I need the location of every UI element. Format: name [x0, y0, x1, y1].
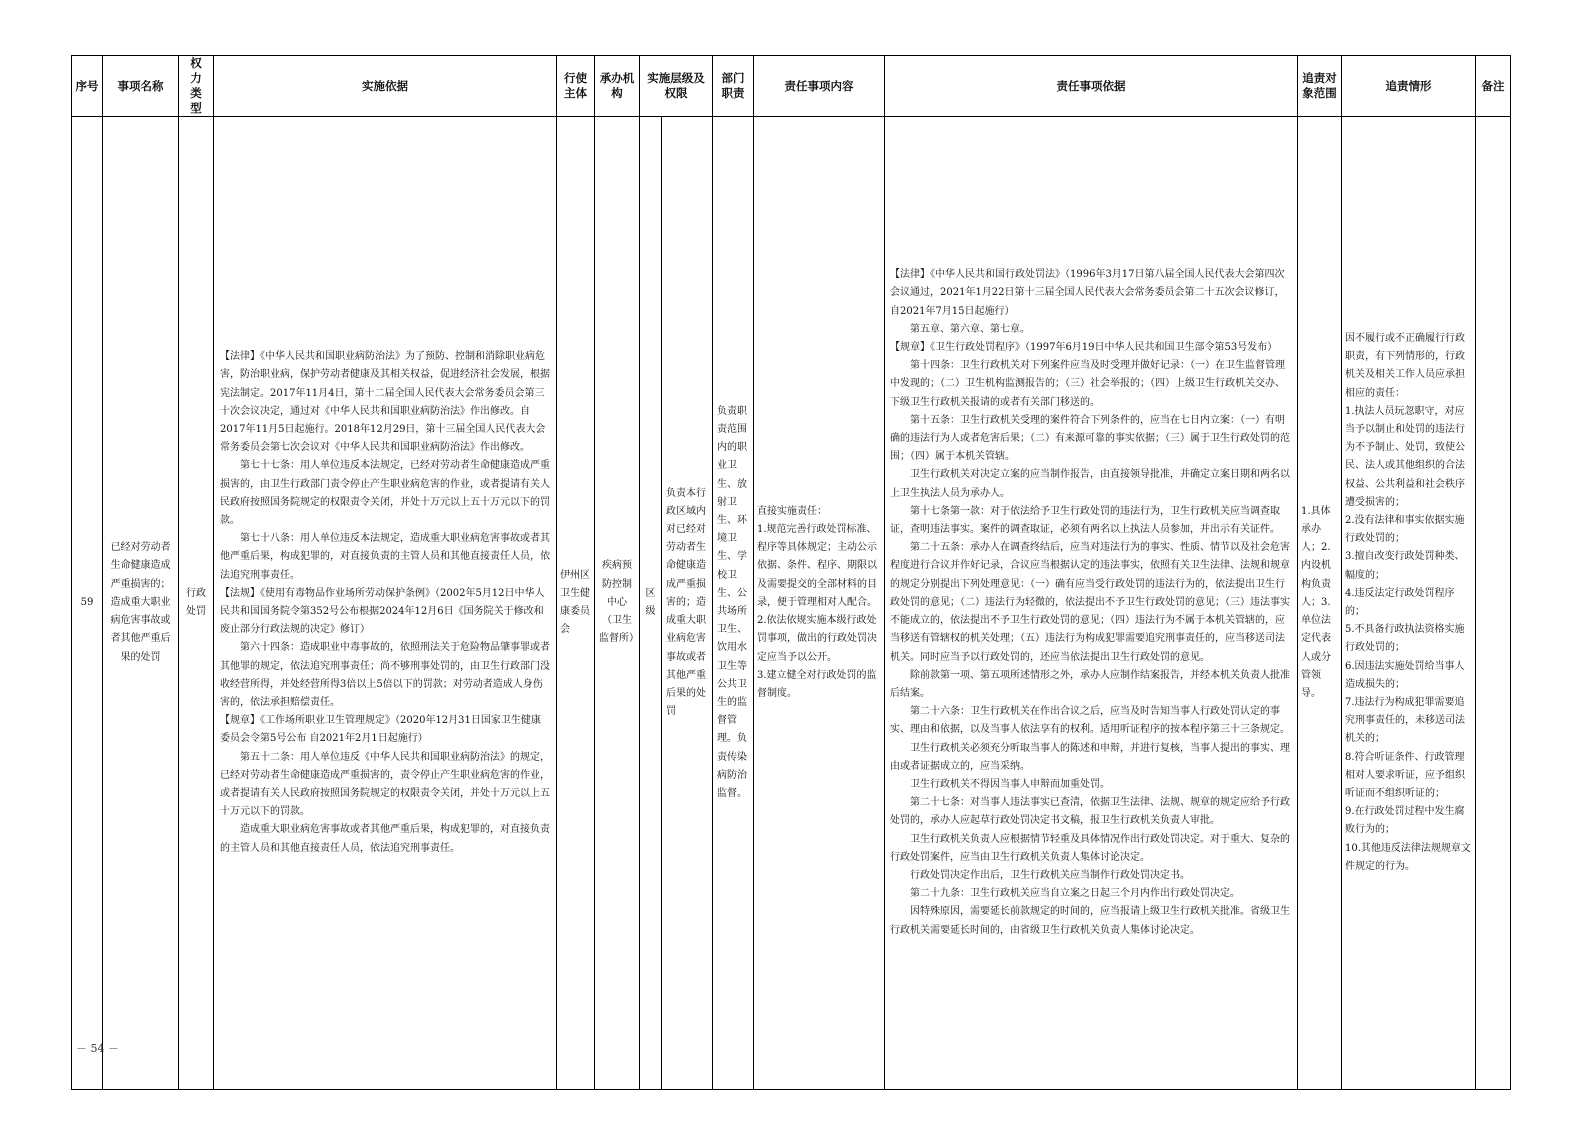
row-resp-content: [754, 117, 885, 1090]
header-resp-content: 责任事项内容: [754, 56, 885, 117]
resp-basis-paragraph: 第二十九条：卫生行政机关应当自立案之日起三个月内作出行政处罚决定。: [910, 888, 1240, 900]
resp-basis-paragraph: 第二十六条：卫生行政机关在作出合议之后，应当及时告知当事人行政处罚认定的事实、理由和依据，以及当事人依法享有的权利。适用听证程序的按本程序第三十三条规定。: [890, 706, 1290, 736]
row-duty: 负责职责范围内的职业卫生、放射卫生、环境卫生、学校卫生、公共场所卫生、饮用水卫生等公共卫生的监督管理。负责传染病防治监督。: [713, 117, 754, 1090]
basis-paragraph: 【法律】《中华人民共和国职业病防治法》为了预防、控制和消除职业病危害，防治职业病，保护劳动者健康及其相关权益，促进经济社会发展，根据宪法制定。2017年11月4日，第十二届全国人民代表大会常务委员会第三十次会议决定，通过对《中华人民共和国职业病防治法》作出修改。自2017年11月5日起施行。2018年12月29日，第十三届全国人民代表大会常务委员会第七次会议对《中华人民共和国职业病防治法》作出修改。: [220, 351, 550, 454]
basis-paragraph: 第五十二条：用人单位违反《中华人民共和国职业病防治法》的规定，已经对劳动者生命健康造成严重损害的，责令停止产生职业病危害的作业，或者提请有关人民政府按照国务院规定的权限责令关闭，并处十万元以上五十万元以下的罚款。: [220, 751, 550, 818]
basis-paragraph: 第六十四条：造成职业中毒事故的，依照刑法关于危险物品肇事罪或者其他罪的规定，依法追究刑事责任；尚不够刑事处罚的，由卫生行政部门没收经营所得，并处经营所得3倍以上5倍以下的罚款；对劳动者造成人身伤害的，依法承担赔偿责任。: [220, 642, 550, 709]
situation-line: 6.因违法实施处罚给当事人造成损失的；: [1345, 660, 1465, 690]
situation-line: 4.违反法定行政处罚程序的；: [1345, 587, 1455, 617]
resp-content-line: 1.规范完善行政处罚标准、程序等具体规定；主动公示依据、条件、程序、期限以及需要提交的全部材料的目录，便于管理相对人配合。: [757, 524, 877, 608]
header-basis: 实施依据: [214, 56, 557, 117]
row-level: 区级: [640, 117, 662, 1090]
page-number: － 54 －: [76, 1042, 119, 1055]
header-agency: 承办机构: [595, 56, 640, 117]
row-seq: 59: [72, 117, 103, 1090]
situation-line: 5.不具备行政执法资格实施行政处罚的；: [1345, 624, 1465, 654]
row-resp-basis: [885, 117, 1298, 1090]
resp-content-line: 2.依法依规实施本级行政处罚事项，做出的行政处罚决定应当予以公开。: [757, 615, 877, 663]
resp-basis-paragraph: 第二十五条：承办人在调查终结后，应当对违法行为的事实、性质、情节以及社会危害程度进行合议并作好记录，合议应当根据认定的违法事实，依照有关卫生法律、法规和规章的规定分别提出下列处理意见：（一）确有应当受行政处罚的违法行为的，依法提出卫生行政处罚的意见；（二）违法行为轻微的，依法提出不予卫生行政处罚的意见；（三）违法事实不能成立的，依法提出不予卫生行政处罚的意见；（四）违法行为不属于本机关管辖的，应当移送有管辖权的机关处理；（五）违法行为构成犯罪需要追究刑事责任的，应当移送司法机关。同时应当予以行政处罚的，还应当依法提出卫生行政处罚的意见。: [890, 542, 1290, 663]
header-resp-basis: 责任事项依据: [885, 56, 1298, 117]
resp-basis-paragraph: 卫生行政机关对决定立案的应当制作报告，由直接领导批准，并确定立案日期和两名以上卫生执法人员为承办人。: [890, 469, 1290, 499]
header-situation: 追责情形: [1342, 56, 1476, 117]
situation-line: 9.在行政处罚过程中发生腐败行为的；: [1345, 806, 1465, 836]
resp-basis-paragraph: 【规章】《卫生行政处罚程序》（1997年6月19日中华人民共和国卫生部令第53号发布）: [890, 342, 1278, 354]
resp-basis-paragraph: 卫生行政机关不得因当事人申辩而加重处罚。: [910, 778, 1110, 790]
liability-table: [71, 55, 1511, 1090]
resp-basis-paragraph: 第十七条第一款：对于依法给予卫生行政处罚的违法行为，卫生行政机关应当调查取证，查明违法事实。案件的调查取证，必须有两名以上执法人员参加，并出示有关证件。: [890, 505, 1280, 536]
row-name: 已经对劳动者生命健康造成严重损害的；造成重大职业病危害事故或者其他严重后果的处罚: [103, 117, 179, 1090]
header-remark: 备注: [1476, 56, 1511, 117]
row-agency: 疾病预防控制中心（卫生监督所）: [595, 117, 640, 1090]
row-subject: 伊州区卫生健康委员会: [557, 117, 595, 1090]
resp-basis-paragraph: 行政处罚决定作出后，卫生行政机关应当制作行政处罚决定书。: [910, 869, 1190, 881]
situation-line: 8.符合听证条件、行政管理相对人要求听证，应予组织听证而不组织听证的；: [1345, 751, 1465, 800]
resp-content-line: 直接实施责任：: [757, 505, 827, 517]
resp-basis-paragraph: 第十五条：卫生行政机关受理的案件符合下列条件的，应当在七日内立案：（一）有明确的违法行为人或者危害后果；（二）有来源可靠的事实依据；（三）属于卫生行政处罚的范围；（四）属于本机关管辖。: [890, 414, 1290, 463]
resp-basis-paragraph: 【法律】《中华人民共和国行政处罚法》（1996年3月17日第八届全国人民代表大会第四次会议通过，2021年1月22日第十三届全国人民代表大会常务委员会第二十五次会议修订，自2021年7月15日起施行）: [890, 269, 1285, 317]
resp-basis-paragraph: 除前款第一项、第五项所述情形之外，承办人应制作结案报告，并经本机关负责人批准后结案。: [890, 669, 1290, 699]
basis-paragraph: 第七十八条：用人单位违反本法规定，造成重大职业病危害事故或者其他严重后果，构成犯罪的，对直接负责的主管人员和其他直接责任人员，依法追究刑事责任。: [220, 533, 550, 581]
situation-line: 1.执法人员玩忽职守，对应当予以制止和处罚的违法行为不予制止、处罚，致使公民、法人或其他组织的合法权益、公共利益和社会秩序遭受损害的；: [1345, 405, 1465, 508]
basis-paragraph: 第七十七条：用人单位违反本法规定，已经对劳动者生命健康造成严重损害的，由卫生行政部门责令停止产生职业病危害的作业，或者提请有关人民政府按照国务院规定的权限责令关闭，并处十万元以上五十万元以下的罚款。: [220, 460, 550, 526]
header-row: [72, 56, 1511, 117]
header-subject: 行使主体: [557, 56, 595, 117]
row-basis: [214, 117, 557, 1090]
table-row: [72, 117, 1511, 1090]
resp-basis-paragraph: 因特殊原因，需要延长前款规定的时间的，应当报请上级卫生行政机关批准。省级卫生行政机关需要延长时间的，由省级卫生行政机关负责人集体讨论决定。: [890, 906, 1290, 936]
header-level: 实施层级及权限: [640, 56, 713, 117]
situation-line: 因不履行或不正确履行行政职责，有下列情形的，行政机关及相关工作人员应承担相应的责任：: [1345, 332, 1465, 399]
header-seq: 序号: [72, 56, 103, 117]
header-duty: 部门职责: [713, 56, 754, 117]
resp-basis-paragraph: 卫生行政机关必须充分听取当事人的陈述和申辩，并进行复核，当事人提出的事实、理由或者证据成立的，应当采纳。: [890, 742, 1290, 772]
situation-line: 2.没有法律和事实依据实施行政处罚的；: [1345, 514, 1465, 545]
header-type: 权力类型: [179, 56, 214, 117]
row-type: 行政处罚: [179, 117, 214, 1090]
situation-line: 10.其他违反法律法规规章文件规定的行为。: [1345, 842, 1471, 872]
resp-content-line: 3.建立健全对行政处罚的监督制度。: [757, 669, 877, 699]
resp-basis-paragraph: 卫生行政机关负责人应根据情节轻重及具体情况作出行政处罚决定。对于重大、复杂的行政处罚案件，应当由卫生行政机关负责人集体讨论决定。: [890, 833, 1290, 863]
basis-paragraph: 造成重大职业病危害事故或者其他严重后果，构成犯罪的，对直接负责的主管人员和其他直接责任人员，依法追究刑事责任。: [220, 824, 550, 854]
row-situation: [1342, 117, 1476, 1090]
situation-line: 3.擅自改变行政处罚种类、幅度的；: [1345, 551, 1465, 581]
header-scope: 追责对象范围: [1298, 56, 1342, 117]
header-name: 事项名称: [103, 56, 179, 117]
basis-paragraph: 【规章】《工作场所职业卫生管理规定》（2020年12月31日国家卫生健康委员会令第5号公布 自2021年2月1日起施行）: [220, 715, 541, 745]
resp-basis-paragraph: 第二十七条：对当事人违法事实已查清，依据卫生法律、法规、规章的规定应给予行政处罚的，承办人应起草行政处罚决定书文稿，报卫生行政机关负责人审批。: [890, 797, 1290, 827]
situation-line: 7.违法行为构成犯罪需要追究刑事责任的，未移送司法机关的；: [1345, 697, 1465, 745]
row-scope: 1.具体承办人；2.内设机构负责人；3.单位法定代表人或分管领导。: [1298, 117, 1342, 1090]
resp-basis-paragraph: 第十四条：卫生行政机关对下列案件应当及时受理并做好记录：（一）在卫生监督管理中发现的；（二）卫生机构监测报告的；（三）社会举报的；（四）上级卫生行政机关交办、下级卫生行政机关报请的或者有关部门移送的。: [890, 360, 1285, 408]
basis-paragraph: 【法规】《使用有毒物品作业场所劳动保护条例》（2002年5月12日中华人民共和国国务院令第352号公布根据2024年12月6日《国务院关于修改和废止部分行政法规的决定》修订）: [220, 587, 545, 636]
row-remark: [1476, 117, 1511, 1090]
row-level-authority: 负责本行政区域内对已经对劳动者生命健康造成严重损害的；造成重大职业病危害事故或者其他严重后果的处罚: [662, 117, 713, 1090]
resp-basis-paragraph: 第五章、第六章、第七章。: [910, 323, 1030, 335]
